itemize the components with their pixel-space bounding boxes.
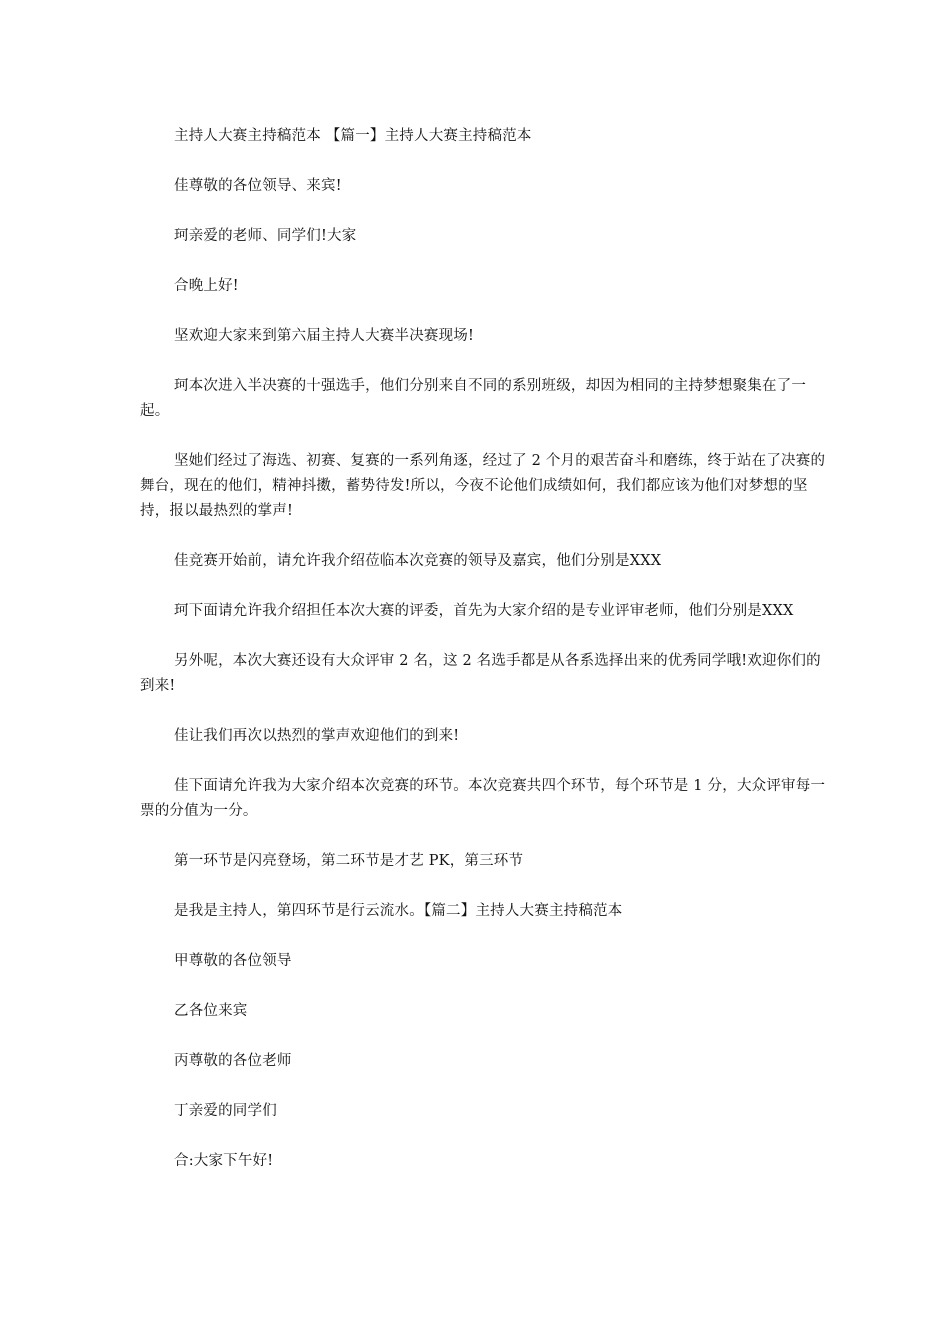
paragraph: 坚欢迎大家来到第六届主持人大赛半决赛现场!	[174, 328, 475, 344]
paragraph: 佳下面请允许我为大家介绍本次竞赛的环节。本次竞赛共四个环节，每个环节是 1 分，大众评审每一票的分值为一分。	[140, 778, 826, 819]
document-body	[140, 124, 828, 1199]
paragraph: 珂下面请允许我介绍担任本次大赛的评委，首先为大家介绍的是专业评审老师，他们分别是XXX	[174, 603, 794, 619]
paragraph: 乙各位来宾	[174, 1003, 248, 1019]
paragraph: 丙尊敬的各位老师	[174, 1053, 292, 1069]
paragraph: 是我是主持人，第四环节是行云流水。【篇二】主持人大赛主持稿范本	[174, 903, 623, 919]
paragraph-title: 主持人大赛主持稿范本 【篇一】主持人大赛主持稿范本	[174, 128, 532, 144]
paragraph: 合:大家下午好!	[174, 1153, 274, 1169]
paragraph: 珂亲爱的老师、同学们!大家	[174, 228, 357, 244]
paragraph: 佳尊敬的各位领导、来宾!	[174, 178, 342, 194]
paragraph: 丁亲爱的同学们	[174, 1103, 277, 1119]
paragraph: 佳让我们再次以热烈的掌声欢迎他们的到来!	[174, 728, 460, 744]
paragraph: 第一环节是闪亮登场，第二环节是才艺 PK，第三环节	[174, 853, 524, 869]
paragraph: 合晚上好!	[174, 278, 239, 294]
paragraph: 甲尊敬的各位领导	[174, 953, 292, 969]
paragraph: 佳竞赛开始前，请允许我介绍莅临本次竞赛的领导及嘉宾，他们分别是XXX	[174, 553, 662, 569]
paragraph: 坚她们经过了海选、初赛、复赛的一系列角逐，经过了 2 个月的艰苦奋斗和磨练，终于站在了决赛的舞台，现在的他们，精神抖擞，蓄势待发!所以，今夜不论他们成绩如何，我们都应该为他们对梦想的坚持，报以最热烈的掌声!	[140, 453, 826, 519]
paragraph: 珂本次进入半决赛的十强选手，他们分别来自不同的系别班级，却因为相同的主持梦想聚集在了一起。	[140, 378, 807, 419]
paragraph: 另外呢，本次大赛还设有大众评审 2 名，这 2 名选手都是从各系选择出来的优秀同学哦!欢迎你们的到来!	[140, 653, 821, 694]
